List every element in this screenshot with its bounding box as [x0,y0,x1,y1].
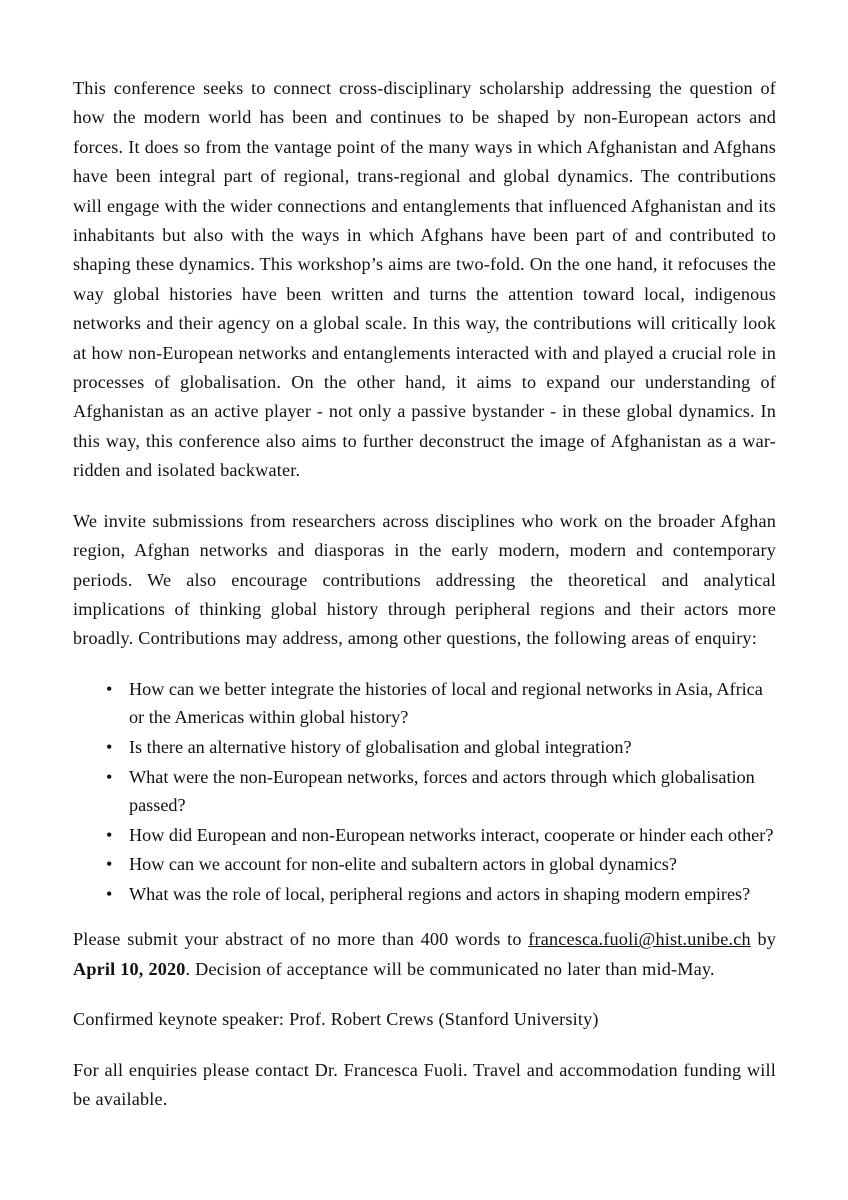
list-item-text: How did European and non-European networks interact, cooperate or hinder each other? [129,824,774,845]
list-item-text: How can we account for non-elite and subaltern actors in global dynamics? [129,854,677,875]
submission-email-link[interactable]: francesca.fuoli@hist.unibe.ch [528,929,751,950]
paragraph-intro: This conference seeks to connect cross-disciplinary scholarship addressing the question of how the modern world has been and continues to be shaped by non-European actors and forces. It does so from the vantage point of the many ways in which Afghanistan and Afghans have been integral part of regional, trans-regional and global dynamics. The contributions will engage with the wider connections and entanglements that influenced Afghanistan and its inhabitants but also with the ways in which Afghans have been part of and contributed to shaping these dynamics. This workshop’s aims are two-fold. On the one hand, it refocuses the way global histories have been written and turns the attention toward local, indigenous networks and their agency on a global scale. In this way, the contributions will critically look at how non-European networks and entanglements interacted with and played a crucial role in processes of globalisation. On the other hand, it aims to expand our understanding of Afghanistan as an active player - not only a passive bystander - in these global dynamics. In this way, this conference also aims to further deconstruct the image of Afghanistan as a war-ridden and isolated backwater. [73,78,776,481]
questions-list [73,675,776,909]
list-item [73,763,776,820]
list-item [73,675,776,732]
submission-middle-text: by [750,929,776,950]
list-item [73,880,776,909]
list-item-text: What was the role of local, peripheral regions and actors in shaping modern empires? [129,883,751,904]
bullet-icon: • [106,824,113,845]
list-item-text: How can we better integrate the histories of local and regional networks in Asia, Africa or the Americas within global history? [129,678,763,728]
bullet-icon: • [106,883,113,904]
bullet-icon: • [106,736,113,757]
list-item [73,821,776,850]
paragraph-enquiries: For all enquiries please contact Dr. Francesca Fuoli. Travel and accommodation funding will be available. [73,1059,776,1110]
list-item-text: Is there an alternative history of globalisation and global integration? [129,736,632,757]
paragraph-invitation: We invite submissions from researchers across disciplines who work on the broader Afghan region, Afghan networks and diasporas in the early modern, modern and contemporary periods. We also encourage contributions addressing the theoretical and analytical implications of thinking global history through peripheral regions and their actors more broadly. Contributions may address, among other questions, the following areas of enquiry: [73,510,776,649]
submission-deadline: April 10, 2020 [73,958,186,979]
bullet-icon: • [106,766,113,787]
list-item-text: What were the non-European networks, forces and actors through which globalisation passed? [129,766,755,816]
submission-trailing-text: . Decision of acceptance will be communicated no later than mid-May. [185,958,715,979]
paragraph-keynote: Confirmed keynote speaker: Prof. Robert Crews (Stanford University) [73,1009,599,1030]
bullet-icon: • [106,678,113,699]
list-item [73,733,776,762]
submission-lead-text: Please submit your abstract of no more than 400 words to [73,929,529,950]
paragraph-submission [73,925,776,984]
bullet-icon: • [106,854,113,875]
list-item [73,850,776,879]
document-body [73,74,776,1115]
